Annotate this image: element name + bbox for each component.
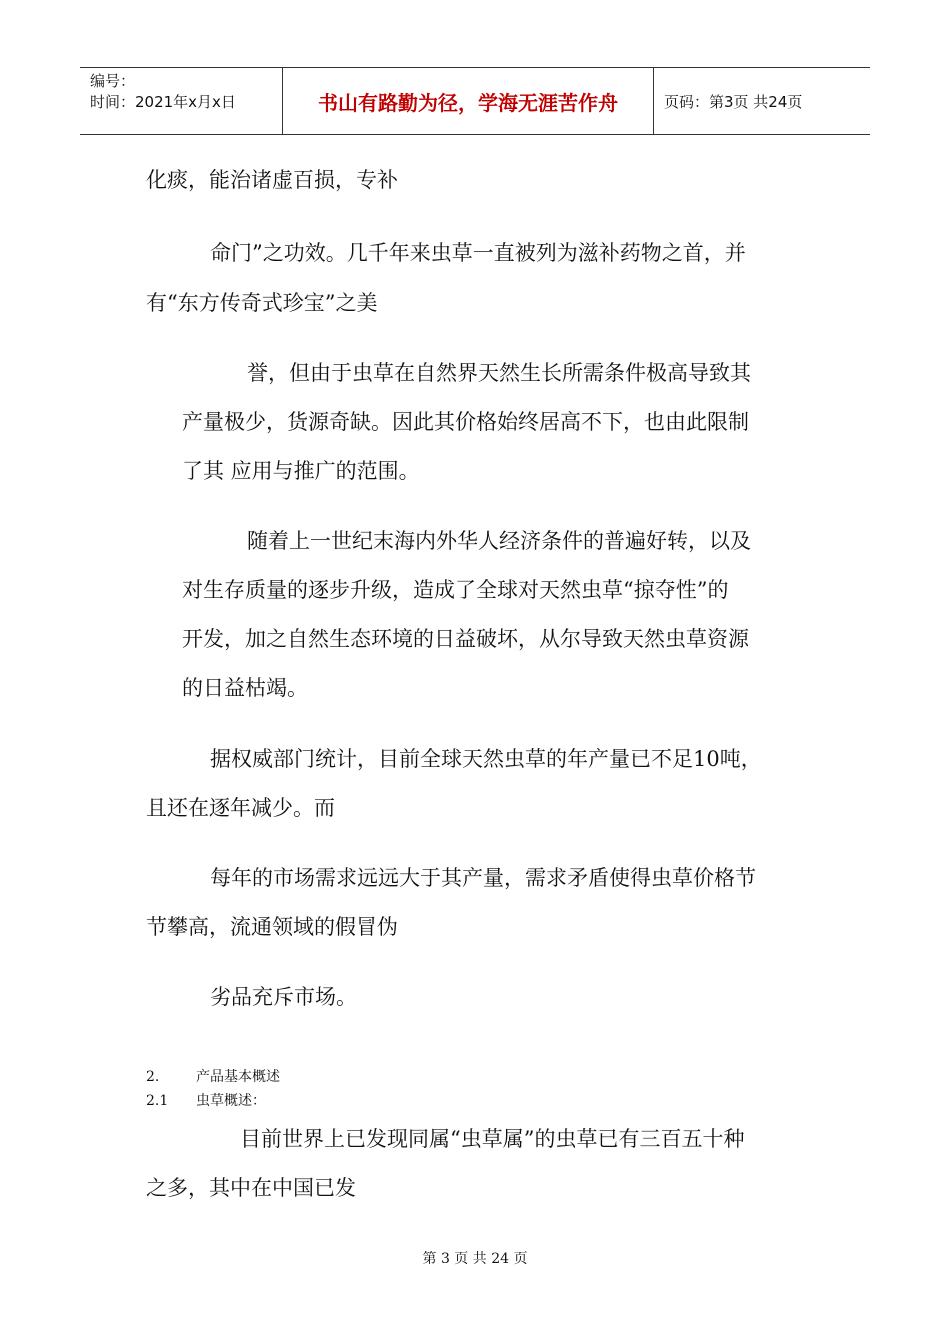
body-line: 每年的市场需求远远大于其产量，需求矛盾使得虫草价格节	[210, 866, 756, 890]
body-line: 誉，但由于虫草在自然界天然生长所需条件极高导致其	[247, 361, 751, 385]
body-line: 了其 应用与推广的范围。	[182, 459, 420, 483]
time-label: 时间：2021年x月x日	[90, 93, 236, 111]
header-motto: 书山有路勤为径，学海无涯苦作舟	[282, 68, 654, 134]
section-number: 2.	[146, 1069, 160, 1085]
body-line: 随着上一世纪末海内外华人经济条件的普遍好转，以及	[247, 529, 751, 553]
body-line: 且还在逐年减少。而	[146, 796, 335, 820]
body-line: 目前世界上已发现同属“虫草属”的虫草已有三百五十种	[240, 1127, 745, 1151]
page-footer: 第 3 页 共 24 页	[422, 1251, 528, 1267]
body-line: 据权威部门统计，目前全球天然虫草的年产量已不足10吨，	[210, 747, 762, 771]
body-line: 节攀高，流通领域的假冒伪	[146, 915, 398, 939]
subsection-number: 2.1	[146, 1093, 169, 1109]
section-heading	[146, 1068, 280, 1086]
body-line: 劣品充斥市场。	[210, 985, 357, 1009]
subsection-heading	[146, 1092, 266, 1110]
body-line: 之多，其中在中国已发	[146, 1176, 356, 1200]
body-line: 有“东方传奇式珍宝”之美	[146, 291, 378, 315]
header-meta	[80, 68, 282, 134]
body-line: 产量极少，货源奇缺。因此其价格始终居高不下，也由此限制	[182, 410, 749, 434]
body-line: 的日益枯竭。	[182, 676, 308, 700]
body-line: 对生存质量的逐步升级，造成了全球对天然虫草“掠夺性”的	[182, 578, 729, 602]
subsection-title: 虫草概述：	[196, 1093, 266, 1109]
section-title: 产品基本概述	[196, 1069, 280, 1085]
body-line: 化痰，能治诸虚百损，专补	[146, 168, 398, 192]
header-table	[80, 67, 870, 135]
body-line: 开发，加之自然生态环境的日益破坏，从尔导致天然虫草资源	[182, 627, 749, 651]
body-line: 命门”之功效。几千年来虫草一直被列为滋补药物之首，并	[210, 241, 746, 265]
number-label: 编号：	[90, 72, 136, 90]
header-page-label: 页码：第3页 共24页	[664, 92, 803, 111]
